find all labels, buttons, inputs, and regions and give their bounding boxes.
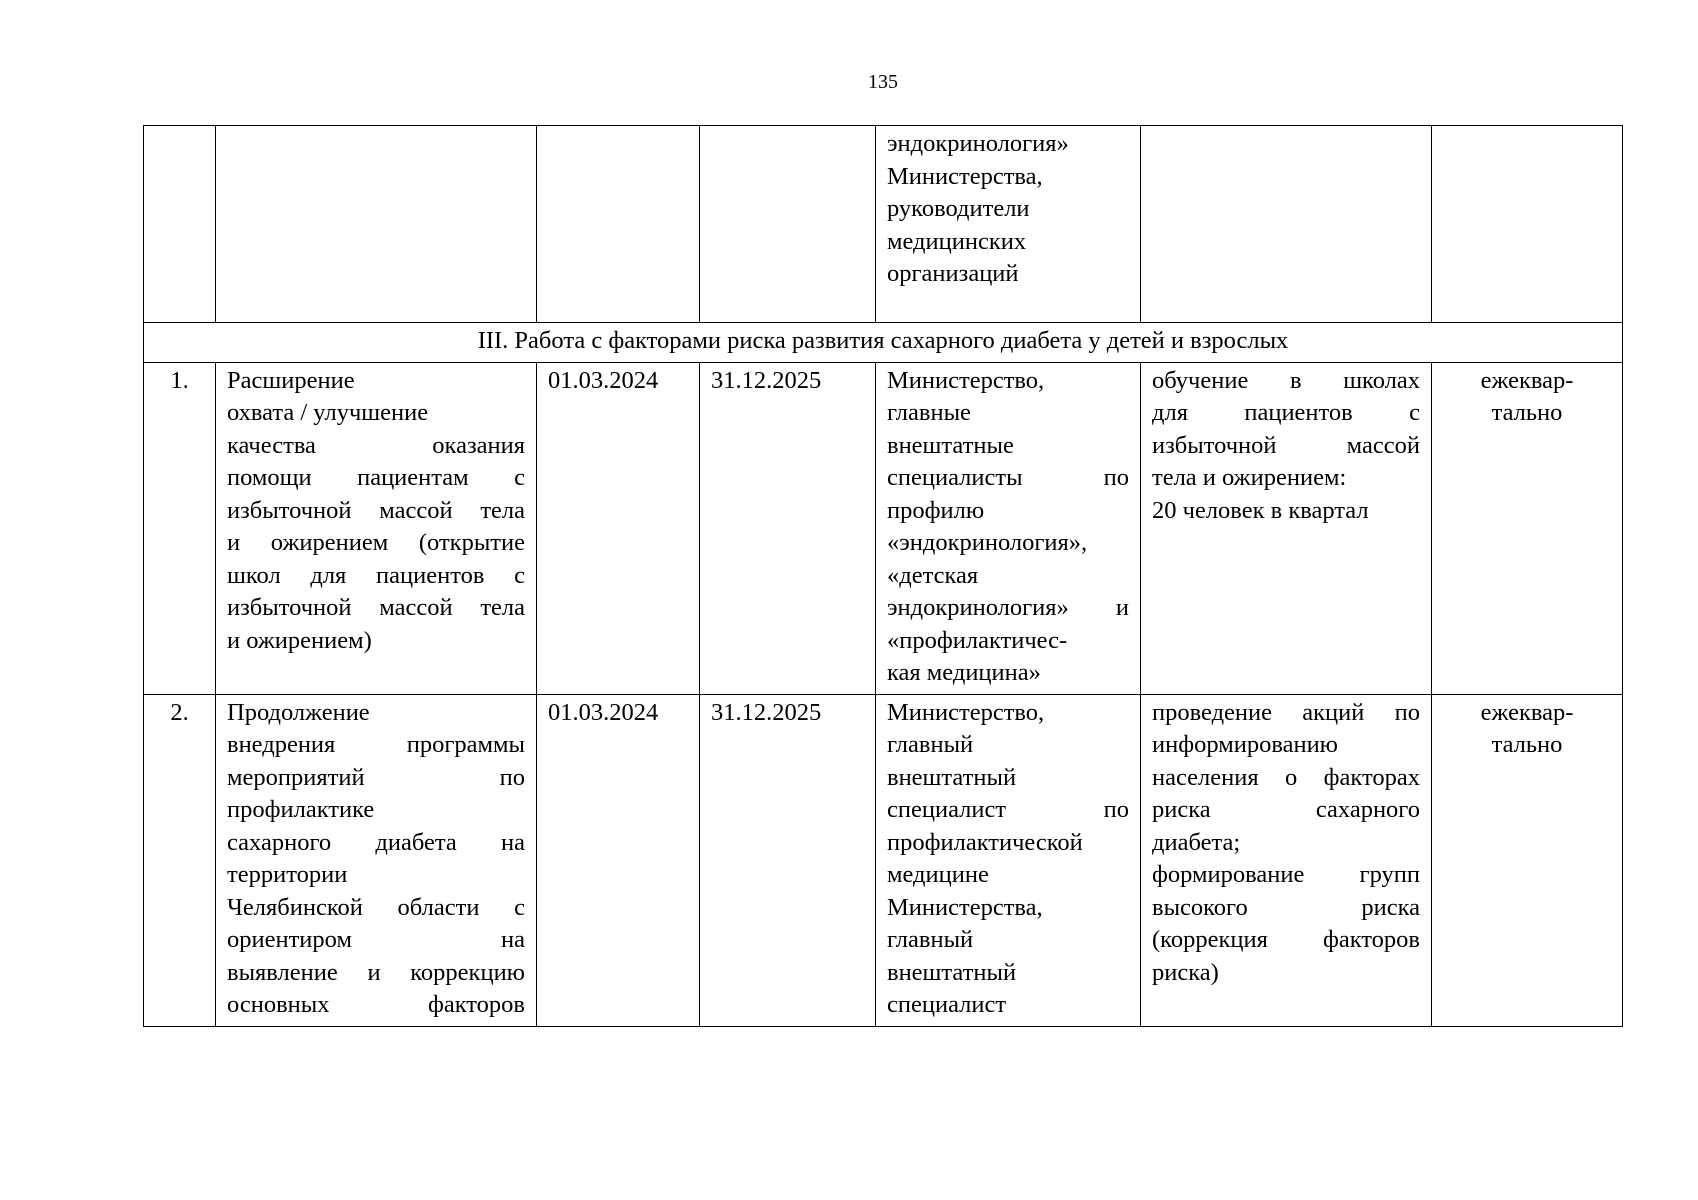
text-line: охвата / улучшение [227,399,429,426]
start-date: 01.03.2024 [537,362,700,694]
cell-frequency [1432,126,1623,323]
text-line: помощи пациентам с [227,464,525,491]
text-line: и ожирением (открытие [227,529,525,556]
text-line: профилактической [887,828,1083,856]
page-number: 135 [868,71,898,93]
text-line: профилактике [227,796,375,823]
frequency [1432,362,1623,694]
text-line: избыточной массой тела [227,594,525,621]
text-line: школ для пациентов с [227,561,525,589]
cell-number [144,126,216,323]
text-line: (коррекция факторов [1152,926,1420,953]
text-line: «детская [887,561,979,589]
activity-name [216,694,537,1026]
text-line: диабета; [1152,828,1241,856]
responsible-line: медицинских [887,227,1027,255]
text-line: избыточной массой [1152,431,1420,459]
text-line: населения о факторах [1152,763,1420,791]
text-line: тально [1491,731,1563,758]
action-plan-table [143,125,1623,1027]
text-line: ежеквар- [1480,698,1574,726]
text-line: формирование групп [1152,861,1420,888]
text-line: главные [887,399,971,426]
text-line: выявление и коррекцию [227,958,525,986]
activity-name [216,362,537,694]
text-line: Министерство, [887,698,1045,726]
text-line: территории [227,861,348,888]
text-line: медицине [887,861,989,888]
end-date: 31.12.2025 [700,694,876,1026]
text-line: Министерство, [887,366,1045,394]
text-line: «эндокринология», [887,529,1088,556]
text-line: внештатный [887,763,1017,791]
text-line: специалист по [887,796,1129,823]
text-line: обучение в школах [1152,366,1420,394]
text-line: внештатные [887,431,1014,459]
cell-result [1141,126,1432,323]
responsible-line: организаций [887,260,1019,287]
text-line: Продолжение [227,698,370,726]
section-header-row [144,323,1623,363]
frequency [1432,694,1623,1026]
text-line: кая медицина» [887,659,1041,686]
expected-result [1141,694,1432,1026]
text-line: 20 человек в квартал [1152,496,1369,524]
text-line: избыточной массой тела [227,496,525,524]
section-title: III. Работа с факторами риска развития сахарного диабета у детей и взрослых [144,323,1623,363]
text-line: внештатный [887,958,1017,986]
text-line: риска) [1152,958,1219,986]
text-line: Челябинской области с [227,893,525,921]
text-line: качества оказания [227,431,525,459]
text-line: и ожирением) [227,626,372,654]
cell-end [700,126,876,323]
text-line: «профилактичес- [887,626,1068,654]
responsible [876,362,1141,694]
text-line: главный [887,731,974,758]
row-number: 2. [144,694,216,1026]
cell-responsible [876,126,1141,323]
text-line: для пациентов с [1152,399,1420,426]
text-line: эндокринология» и [887,594,1129,621]
text-line: ориентиром на [227,926,525,953]
table-row [144,694,1623,1026]
text-line: сахарного диабета на [227,828,525,856]
continuation-row [144,126,1623,323]
end-date: 31.12.2025 [700,362,876,694]
cell-start [537,126,700,323]
responsible [876,694,1141,1026]
text-line: риска сахарного [1152,796,1420,823]
start-date: 01.03.2024 [537,694,700,1026]
text-line: специалист [887,991,1007,1018]
text-line: профилю [887,496,985,524]
text-line: ежеквар- [1480,366,1574,394]
text-line: Министерства, [887,893,1043,921]
text-line: главный [887,926,974,953]
responsible-line: эндокринология» [887,130,1069,157]
responsible-line: Министерства, [887,162,1043,190]
text-line: специалисты по [887,464,1129,491]
text-line: тела и ожирением: [1152,464,1347,491]
expected-result [1141,362,1432,694]
responsible-line: руководители [887,195,1030,222]
text-line: мероприятий по [227,763,525,791]
table-row [144,362,1623,694]
text-line: внедрения программы [227,731,525,758]
text-line: тально [1491,399,1563,426]
cell-name [216,126,537,323]
text-line: проведение акций по [1152,698,1420,726]
text-line: высокого риска [1152,893,1420,921]
row-number: 1. [144,362,216,694]
text-line: основных факторов [227,991,525,1018]
text-line: информированию [1152,731,1338,758]
text-line: Расширение [227,366,355,394]
